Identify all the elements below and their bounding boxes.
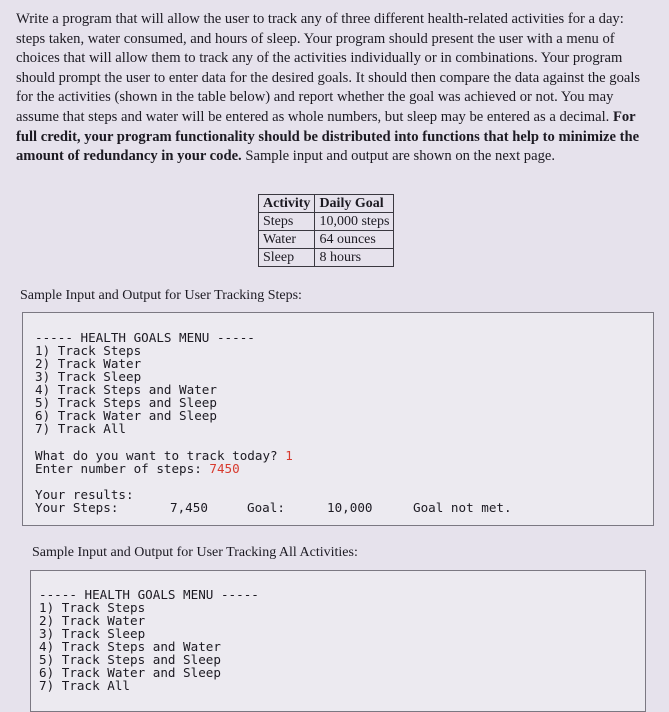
goal-status: Goal not met. bbox=[413, 500, 512, 515]
full-credit-note: For full credit, your program functionality should be distributed into functions that help to minimize the amount of redundancy in your code. bbox=[16, 108, 640, 165]
menu-item: 6) Track Water and Sleep bbox=[35, 408, 217, 423]
menu-item: 2) Track Water bbox=[39, 613, 146, 628]
assignment-description bbox=[16, 10, 656, 167]
menu-item: 5) Track Steps and Sleep bbox=[39, 652, 221, 667]
results-row-value: 7,450 bbox=[170, 500, 208, 515]
menu-item: 7) Track All bbox=[39, 678, 130, 693]
table-cell: 64 ounces bbox=[315, 231, 394, 249]
results-label: Your results: bbox=[35, 487, 134, 502]
menu-item: 6) Track Water and Sleep bbox=[39, 665, 221, 680]
menu-item: 2) Track Water bbox=[35, 356, 142, 371]
goal-label: Goal: bbox=[247, 500, 285, 515]
next-page-note: Sample input and output are shown on the next page. bbox=[245, 148, 556, 165]
table-cell: Sleep bbox=[259, 249, 315, 267]
table-row bbox=[259, 231, 394, 249]
goal-value: 10,000 bbox=[327, 500, 373, 515]
daily-goals-table bbox=[258, 194, 394, 267]
menu-item: 5) Track Steps and Sleep bbox=[35, 395, 217, 410]
track-prompt-text: What do you want to track today? bbox=[35, 448, 286, 463]
description-text: Write a program that will allow the user to track any of three different health-related activities for a day: steps taken, water consumed, and hours of sleep. Your program should present the user with a menu of choices that will allow them to track any of the activities individually or in combinations. Your program should prompt the user to enter data for the desired goals. It should then compare the data against the goals for the activities (shown in the table below) and report whether the goal was achieved or not. You may assume that steps and water will be entered as whole numbers, but sleep may be entered as a decimal. bbox=[16, 11, 641, 125]
menu-item: 1) Track Steps bbox=[39, 600, 146, 615]
table-row bbox=[259, 249, 394, 267]
steps-prompt-text: Enter number of steps: bbox=[35, 461, 210, 476]
all-sample-console bbox=[30, 570, 646, 712]
table-header-row bbox=[259, 195, 394, 213]
all-sample-caption: Sample Input and Output for User Tracking All Activities: bbox=[32, 545, 358, 560]
steps-sample-caption: Sample Input and Output for User Tracking Steps: bbox=[20, 288, 302, 303]
user-choice: 1 bbox=[285, 448, 293, 463]
steps-sample-console bbox=[22, 312, 654, 526]
table-cell: Water bbox=[259, 231, 315, 249]
table-cell: 8 hours bbox=[315, 249, 394, 267]
table-cell: 10,000 steps bbox=[315, 213, 394, 231]
menu-item: 4) Track Steps and Water bbox=[35, 382, 217, 397]
table-row bbox=[259, 213, 394, 231]
steps-prompt bbox=[35, 462, 240, 475]
user-steps-input: 7450 bbox=[209, 461, 240, 476]
menu-header: ----- HEALTH GOALS MENU ----- bbox=[39, 587, 259, 602]
menu-item: 3) Track Sleep bbox=[39, 626, 146, 641]
activity-header: Activity bbox=[259, 195, 315, 213]
menu-item: 7) Track All bbox=[35, 421, 126, 436]
daily-goal-header: Daily Goal bbox=[315, 195, 394, 213]
menu-item: 1) Track Steps bbox=[35, 343, 142, 358]
table-cell: Steps bbox=[259, 213, 315, 231]
menu-item: 4) Track Steps and Water bbox=[39, 639, 221, 654]
menu-header: ----- HEALTH GOALS MENU ----- bbox=[35, 330, 255, 345]
menu-item: 3) Track Sleep bbox=[35, 369, 142, 384]
results-row-label: Your Steps: bbox=[35, 500, 119, 515]
